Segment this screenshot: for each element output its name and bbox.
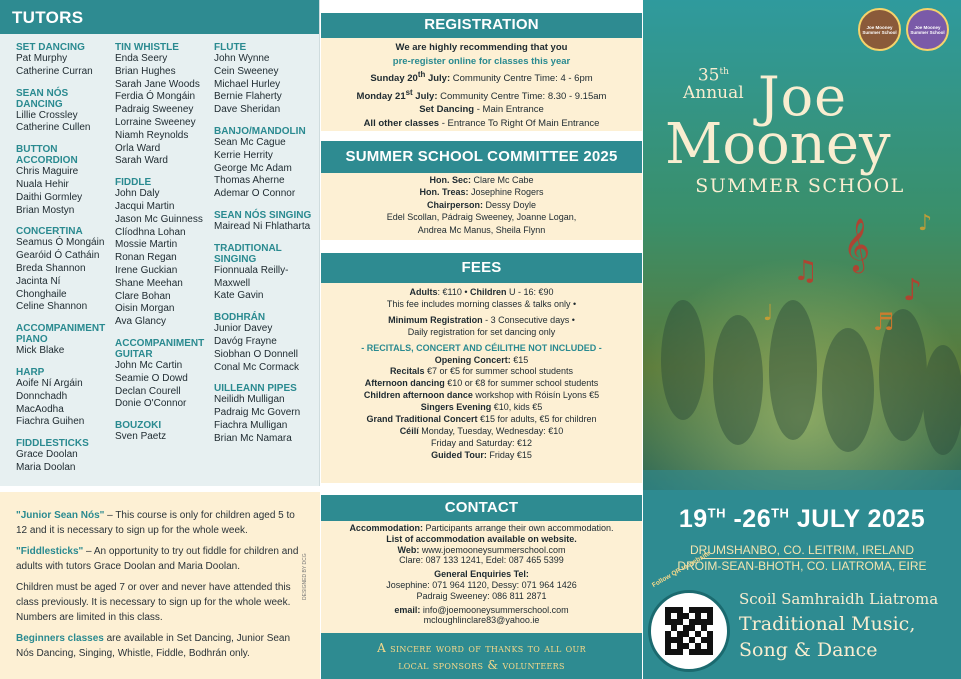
tutor-name: Seamie O Dowd	[115, 372, 188, 384]
title-summer-school: SUMMER SCHOOL	[695, 175, 905, 197]
tutor-name: George Mc Adam	[214, 162, 292, 174]
tutor-name: Lorraine Sweeney	[115, 116, 196, 128]
irish-school-name: Scoil Samhraidh Liatroma	[739, 590, 939, 608]
contact-web[interactable]: Web: www.joemooneysummerschool.com	[397, 544, 566, 555]
tutor-name: Brian Hughes	[115, 65, 176, 77]
summer-school-logo: Joe Mooney Summer School	[858, 8, 901, 51]
tutors-column-1	[16, 40, 111, 475]
reg-other-classes: All other classes - Entrance To Right Of Main Entrance	[363, 117, 600, 129]
contact-title: CONTACT	[321, 495, 642, 521]
reg-sunday: Sunday 20th July: Community Centre Time: 4 - 6pm	[370, 70, 593, 85]
committee-members-1: Edel Scollan, Pádraig Sweeney, Joanne Logan,	[386, 212, 577, 223]
tutor-name: Donnchadh MacAodha	[16, 390, 68, 415]
tutor-category: FLUTE	[214, 42, 247, 53]
title-joe: Joe	[758, 65, 848, 128]
tutor-name: Davóg Frayne	[214, 335, 277, 347]
tutor-name: Jacinta Ní Chonghaile	[16, 275, 67, 300]
tutor-name: Cein Sweeney	[214, 65, 279, 77]
tutor-category: BUTTON ACCORDION	[16, 144, 78, 167]
fees-recitals: Recitals €7 or €5 for summer school students	[389, 366, 574, 377]
tutor-name: Sean Mc Cague	[214, 136, 286, 148]
reg-line-2: pre-register online for classes this year	[392, 55, 571, 67]
tutor-category: SEAN NÓS SINGING	[214, 209, 312, 221]
qr-module	[707, 649, 713, 655]
location-irish: DROIM-SEAN-BHOTH, CO. LIATROMA, EIRE	[677, 559, 927, 573]
tutor-name: Sarah Ward	[115, 155, 168, 167]
contact-email[interactable]: email: info@joemooneysummerschool.com	[394, 604, 569, 615]
tutors-panel	[0, 0, 320, 486]
tutor-name: Ferdia Ó Mongáin	[115, 91, 196, 103]
committee-title: SUMMER SCHOOL COMMITTEE 2025	[321, 141, 642, 173]
contact-accom-list: List of accommodation available on website.	[386, 533, 577, 544]
registration-body	[321, 38, 642, 131]
fees-opening: Opening Concert: €15	[434, 354, 529, 365]
tutor-category: FIDDLE	[115, 177, 152, 189]
tutor-name: Celine Shannon	[16, 301, 88, 313]
reg-line-1: We are highly recommending that you	[395, 42, 568, 53]
qr-code-badge[interactable]	[648, 590, 730, 672]
fees-not-included: - RECITALS, CONCERT AND CÉILITHE NOT INCLUDED -	[361, 342, 602, 353]
fees-includes: This fee includes morning classes & talks only •	[386, 298, 577, 309]
contact-email-2[interactable]: mcloughlinclare83@yahoo.ie	[423, 615, 540, 626]
tutor-name: Enda Seery	[115, 53, 168, 64]
annual-label: 35th Annual	[683, 65, 744, 103]
cover-panel	[643, 0, 961, 679]
svg-text:𝄞: 𝄞	[843, 217, 871, 271]
tutor-name: Thomas Aherne	[214, 175, 285, 187]
tutor-name: Lillie Crossley	[16, 109, 78, 121]
tutor-name: Gearóid Ó Catháin	[16, 250, 100, 262]
tutor-category: ACCOMPANIMENT PIANO	[16, 323, 106, 346]
tutor-name: Jason Mc Guinness	[115, 213, 203, 225]
tutor-name: Brian Mostyn	[16, 204, 75, 216]
tutor-category: BODHRÁN	[214, 312, 266, 324]
tagline-2: Song & Dance	[739, 639, 878, 661]
tutor-category: SET DANCING	[16, 42, 85, 53]
tutor-name: Seamus Ó Mongáin	[16, 237, 105, 249]
notes-panel	[0, 492, 320, 679]
summer-school-logo-2: Joe Mooney Summer School	[906, 8, 949, 51]
tutor-name: Kerrie Herrity	[214, 149, 273, 161]
tutor-name: Ronan Regan	[115, 252, 177, 264]
tutor-name: Breda Shannon	[16, 262, 86, 274]
tutor-category: TIN WHISTLE	[115, 42, 179, 53]
tutor-name: Mairead Ni Fhlatharta	[214, 220, 311, 232]
fees-ceili: Céilí Monday, Tuesday, Wednesday: €10	[399, 425, 564, 436]
tutor-name: Sarah Jane Woods	[115, 78, 200, 90]
committee-members-2: Andrea Mc Manus, Sheila Flynn	[417, 224, 546, 235]
tutor-name: Clare Bohan	[115, 290, 171, 302]
tutor-name: Orla Ward	[115, 142, 161, 154]
tutor-category: BANJO/MANDOLIN	[214, 125, 306, 137]
tutor-name: Michael Hurley	[214, 78, 281, 90]
tutor-name: Oisin Morgan	[115, 303, 175, 315]
committee-chair: Chairperson: Dessy Doyle	[426, 199, 537, 210]
tutor-name: Niamh Reynolds	[115, 129, 189, 141]
fees-daily: Daily registration for set dancing only	[407, 326, 556, 337]
tutor-name: Ava Glancy	[115, 316, 166, 328]
committee-sec: Hon. Sec: Clare Mc Cabe	[429, 175, 534, 185]
svg-text:♪: ♪	[903, 273, 923, 308]
tutor-name: Sven Paetz	[115, 431, 167, 443]
tutor-name: Declan Courell	[115, 385, 181, 397]
tutor-name: Grace Doolan	[16, 449, 78, 461]
svg-text:♪: ♪	[918, 211, 933, 236]
tutor-name: Padraig Sweeney	[115, 104, 194, 116]
tutor-name: Kate Gavin	[214, 290, 264, 302]
tutors-column-2	[115, 40, 210, 444]
tutor-name: Fionnuala Reilly-Maxwell	[214, 264, 289, 289]
svg-text:♬: ♬	[873, 308, 895, 336]
fees-minimum: Minimum Registration - 3 Consecutive days •	[388, 314, 575, 325]
beginners-note: Beginners classes are available in Set Dancing, Junior Sean Nós Dancing, Singing, Whistle, Fiddle, Bodhrán only.	[16, 633, 291, 659]
committee-treas: Hon. Treas: Josephine Rogers	[419, 187, 544, 198]
tutor-name: Fiachra Guihen	[16, 416, 85, 428]
fees-children-dance: Children afternoon dance workshop with Róisín Lyons €5	[363, 390, 600, 401]
contact-general: General Enquiries Tel:	[434, 569, 529, 580]
thanks-line-1: A sincere word of thanks to all our	[377, 641, 586, 655]
committee-body	[321, 173, 642, 240]
tutor-name: Mossie Martin	[115, 239, 178, 251]
tutor-name: Clíodhna Lohan	[115, 226, 186, 238]
reg-set-dancing: Set Dancing - Main Entrance	[419, 104, 544, 116]
tutor-name: Pat Murphy	[16, 53, 68, 64]
fees-adults: Adults: €110 • Children U - 16: €90	[409, 287, 554, 297]
children-note: Children must be aged 7 or over and never have attended this class previously. It is necessary to sign up for the whole week. Numbers are limited in this class.	[16, 582, 291, 623]
tutor-name: Irene Guckian	[115, 264, 178, 276]
junior-note: "Junior Sean Nós" – This course is only for children aged 5 to 12 and it is necessary to sign up for the whole week.	[16, 510, 295, 536]
tutor-category: BOUZOKI	[115, 420, 162, 432]
tutor-name: Fiachra Mulligan	[214, 419, 288, 431]
tutor-name: Catherine Cullen	[16, 122, 91, 134]
fees-grand: Grand Traditional Concert €15 for adults, €5 for children	[366, 414, 597, 425]
tutor-name: Bernie Flaherty	[214, 91, 282, 103]
fees-singers: Singers Evening €10, kids €5	[420, 402, 543, 413]
svg-text:♫: ♫	[793, 254, 819, 287]
tutor-name: Catherine Curran	[16, 65, 93, 77]
tutor-name: John Wynne	[214, 53, 270, 64]
contact-phones-3: Padraig Sweeney: 086 811 2871	[416, 590, 547, 601]
event-dates: 19TH -26TH JULY 2025	[678, 505, 926, 533]
tutor-name: Junior Davey	[214, 323, 273, 335]
tutor-name: Dave Sheridan	[214, 104, 281, 116]
contact-body	[321, 521, 642, 633]
tutor-name: Ademar O Connor	[214, 188, 296, 200]
tutors-column-3	[214, 40, 314, 446]
contact-accom: Accommodation: Participants arrange their own accommodation.	[349, 523, 614, 533]
svg-text:♩: ♩	[763, 301, 774, 326]
tutor-name: Brian Mc Namara	[214, 432, 292, 444]
registration-title: REGISTRATION	[321, 13, 642, 38]
fees-afternoon: Afternoon dancing €10 or €8 for summer school students	[364, 378, 599, 389]
thanks-banner	[321, 633, 642, 679]
fees-body	[321, 283, 642, 483]
reg-monday: Monday 21st July: Community Centre Time: 8.30 - 9.15am	[356, 87, 607, 102]
tutor-name: Chris Maguire	[16, 166, 79, 178]
tutor-category: TRADITIONAL SINGING	[214, 242, 282, 265]
sponsor-logos	[858, 8, 949, 51]
tutor-category: CONCERTINA	[16, 226, 83, 238]
contact-phones-1: Clare: 087 133 1241, Edel: 087 465 5399	[399, 555, 564, 566]
fees-ceili-2: Friday and Saturday: €12	[430, 437, 533, 448]
title-mooney: Mooney	[665, 112, 891, 177]
tutor-name: Daithi Gormley	[16, 191, 83, 203]
tutor-category: UILLEANN PIPES	[214, 383, 297, 395]
tutor-category: FIDDLESTICKS	[16, 438, 89, 450]
qr-code-icon[interactable]	[665, 607, 713, 655]
fees-guided: Guided Tour: Friday €15	[431, 449, 532, 460]
tutor-category: SEAN NÓS DANCING	[16, 87, 69, 110]
tutor-category: ACCOMPANIMENT GUITAR	[115, 337, 205, 360]
thanks-line-2: local sponsors & volunteers	[398, 658, 565, 672]
contact-phones-2: Josephine: 071 964 1120, Dessy: 071 964 1426	[386, 579, 577, 590]
qr-label: Follow QR to website	[651, 550, 712, 590]
fiddlesticks-note: "Fiddlesticks" – An opportunity to try out fiddle for children and adults with tutors Grace Doolan and Maria Doolan.	[16, 546, 299, 572]
designer-credit: DESIGNED BY DCG	[302, 553, 308, 600]
tutor-name: Maria Doolan	[16, 461, 76, 473]
tagline-1: Traditional Music,	[739, 613, 916, 635]
tutor-name: John Daly	[115, 188, 160, 200]
fees-title: FEES	[321, 253, 642, 283]
tutor-name: Siobhan O Donnell	[214, 348, 298, 360]
tutor-name: John Mc Cartin	[115, 359, 183, 371]
tutor-name: Padraig Mc Govern	[214, 407, 301, 419]
tutor-name: Conal Mc Cormack	[214, 361, 300, 373]
tutor-category: HARP	[16, 366, 45, 378]
tutor-name: Mick Blake	[16, 345, 65, 357]
location-english: DRUMSHANBO, CO. LEITRIM, IRELAND	[689, 543, 915, 557]
tutor-name: Neilidh Mulligan	[214, 394, 285, 406]
tutors-title: TUTORS	[0, 0, 319, 34]
tutor-name: Donie O'Connor	[115, 398, 187, 410]
tutor-name: Jacqui Martin	[115, 200, 175, 212]
tutor-name: Aoife Ní Argáin	[16, 377, 83, 389]
tutor-name: Shane Meehan	[115, 277, 183, 289]
tutor-name: Nuala Hehir	[16, 178, 69, 190]
